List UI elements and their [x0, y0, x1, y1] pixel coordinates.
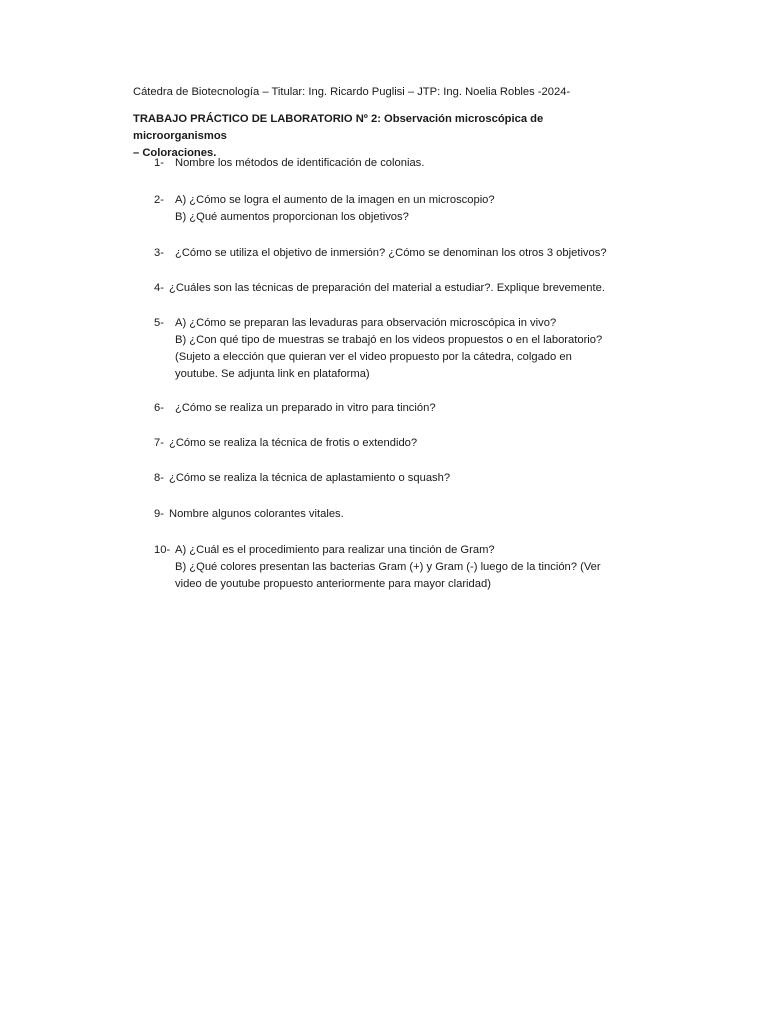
question-text: youtube. Se adjunta link en plataforma): [175, 368, 370, 380]
question-text: ¿Cómo se realiza la técnica de aplastamiento o squash?: [169, 472, 451, 484]
question-number: 8-: [154, 472, 164, 484]
question-number: 4-: [154, 282, 164, 294]
question-text: ¿Cómo se utiliza el objetivo de inmersión? ¿Cómo se denominan los otros 3 objetivos?: [175, 247, 607, 259]
question-text: ¿Cómo se realiza la técnica de frotis o extendido?: [169, 437, 418, 449]
question-text: A) ¿Cuál es el procedimiento para realizar una tinción de Gram?: [175, 544, 495, 556]
question-number: 5-: [154, 317, 164, 329]
question-text: Nombre algunos colorantes vitales.: [169, 508, 344, 520]
question-number: 1-: [154, 157, 164, 169]
question-number: 7-: [154, 437, 164, 449]
question-number: 10-: [154, 544, 171, 556]
question-text: ¿Cómo se realiza un preparado in vitro para tinción?: [175, 402, 436, 414]
question-text: video de youtube propuesto anteriormente para mayor claridad): [175, 578, 491, 590]
question-text: A) ¿Cómo se preparan las levaduras para observación microscópica in vivo?: [175, 317, 557, 329]
question-text: ¿Cuáles son las técnicas de preparación del material a estudiar?. Explique brevemente.: [169, 282, 605, 294]
question-text: A) ¿Cómo se logra el aumento de la imagen en un microscopio?: [175, 194, 495, 206]
question-number: 3-: [154, 247, 164, 259]
question-text: Nombre los métodos de identificación de colonias.: [175, 157, 425, 169]
question-text: B) ¿Qué colores presentan las bacterias Gram (+) y Gram (-) luego de la tinción? (Ver: [175, 561, 601, 573]
document-title-line-1: TRABAJO PRÁCTICO DE LABORATORIO Nº 2: Observación microscópica de microorganismos: [133, 113, 544, 142]
question-number: 6-: [154, 402, 164, 414]
question-text: B) ¿Con qué tipo de muestras se trabajó en los videos propuestos o en el laboratorio?: [175, 334, 603, 346]
question-text: B) ¿Qué aumentos proporcionan los objetivos?: [175, 211, 409, 223]
question-number: 9-: [154, 508, 164, 520]
document-title-line-2: – Coloraciones.: [133, 147, 217, 159]
course-header: Cátedra de Biotecnología – Titular: Ing. Ricardo Puglisi – JTP: Ing. Noelia Robles -2024-: [133, 86, 571, 98]
question-number: 2-: [154, 194, 164, 206]
question-text: (Sujeto a elección que quieran ver el video propuesto por la cátedra, colgado en: [175, 351, 572, 363]
